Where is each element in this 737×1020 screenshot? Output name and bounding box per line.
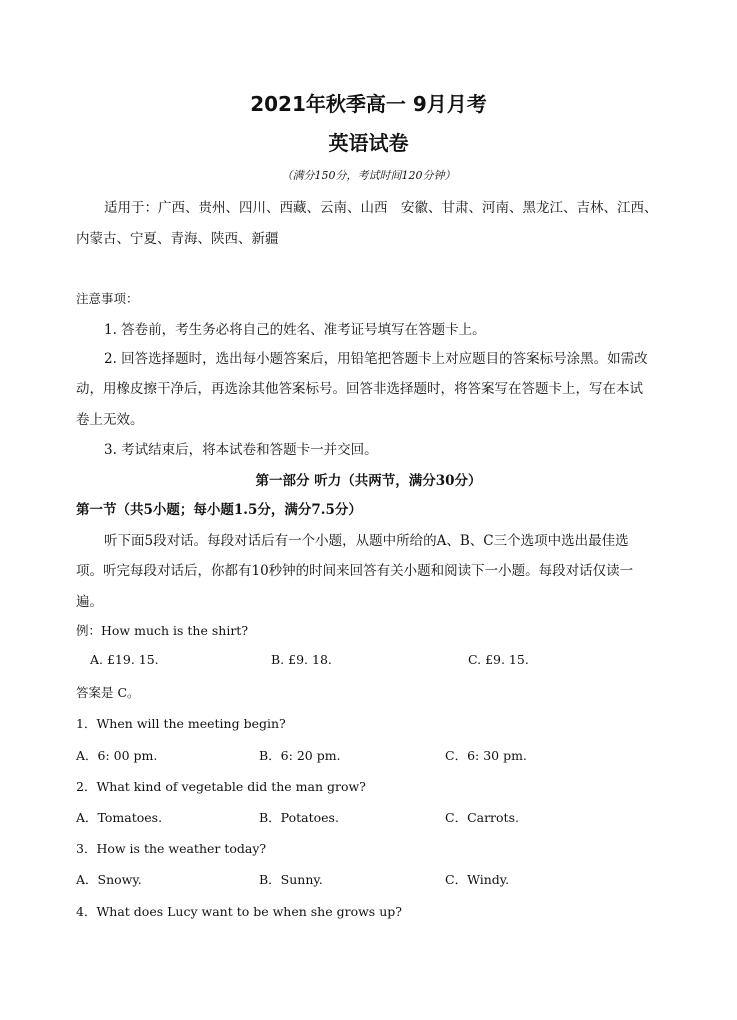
question-3-option-a: A．Snowy. [76, 872, 142, 887]
question-1-option-a: A．6: 00 pm. [76, 748, 158, 763]
question-1-option-c: C．6: 30 pm. [445, 748, 527, 763]
question-2: 2．What kind of vegetable did the man grow? [76, 779, 366, 794]
notice-item-2-line1: 2. 回答选择题时，选出每小题答案后，用铅笔把答题卡上对应题目的答案标号涂黑。如需改 [104, 351, 648, 367]
example-question: 例：How much is the shirt? [76, 623, 249, 638]
listening-instructions-line1: 听下面5段对话。每段对话后有一个小题，从题中所给的A、B、C三个选项中选出最佳选 [104, 533, 629, 549]
question-3-option-c: C．Windy. [445, 872, 510, 887]
example-option-c: C. £9. 15. [468, 652, 529, 667]
listening-instructions-line3: 遍。 [76, 594, 103, 610]
applicable-regions-line1: 适用于：广西、贵州、四川、西藏、云南、山西 安徽、甘肃、河南、黑龙江、吉林、江西、 [104, 200, 658, 216]
listening-instructions-line2: 项。听完每段对话后，你都有10秒钟的时间来回答有关小题和阅读下一小题。每段对话仅读一 [76, 563, 634, 579]
question-4: 4．What does Lucy want to be when she grows up? [76, 904, 402, 919]
question-2-option-b: B．Potatoes. [259, 810, 339, 825]
exam-score-time: （满分150分，考试时间120分钟） [281, 169, 456, 182]
example-option-b: B. £9. 18. [271, 652, 332, 667]
question-3: 3．How is the weather today? [76, 841, 267, 856]
example-option-a: A. £19. 15. [90, 652, 159, 667]
question-1-option-b: B．6: 20 pm. [259, 748, 341, 763]
applicable-regions-line2: 内蒙古、宁夏、青海、陕西、新疆 [76, 231, 279, 247]
notice-item-1: 1. 答卷前，考生务必将自己的姓名、准考证号填写在答题卡上。 [104, 322, 486, 338]
notice-item-2-line3: 卷上无效。 [76, 412, 144, 428]
question-1: 1．When will the meeting begin? [76, 716, 286, 731]
question-2-option-c: C．Carrots. [445, 810, 519, 825]
exam-subject-title: 英语试卷 [328, 131, 409, 155]
notice-heading: 注意事项： [76, 291, 139, 306]
section1-heading: 第一节（共5小题；每小题1.5分，满分7.5分） [76, 502, 362, 518]
notice-item-3: 3. 考试结束后，将本试卷和答题卡一并交回。 [104, 442, 378, 458]
question-3-option-b: B．Sunny. [259, 872, 323, 887]
exam-title: 2021年秋季高一 9月月考 [250, 92, 487, 116]
part1-heading: 第一部分 听力（共两节，满分30分） [255, 473, 482, 489]
notice-item-2-line2: 动，用橡皮擦干净后，再选涂其他答案标号。回答非选择题时，将答案写在答题卡上，写在本试 [76, 381, 643, 397]
question-2-option-a: A．Tomatoes. [76, 810, 163, 825]
example-answer: 答案是 C。 [76, 685, 140, 700]
